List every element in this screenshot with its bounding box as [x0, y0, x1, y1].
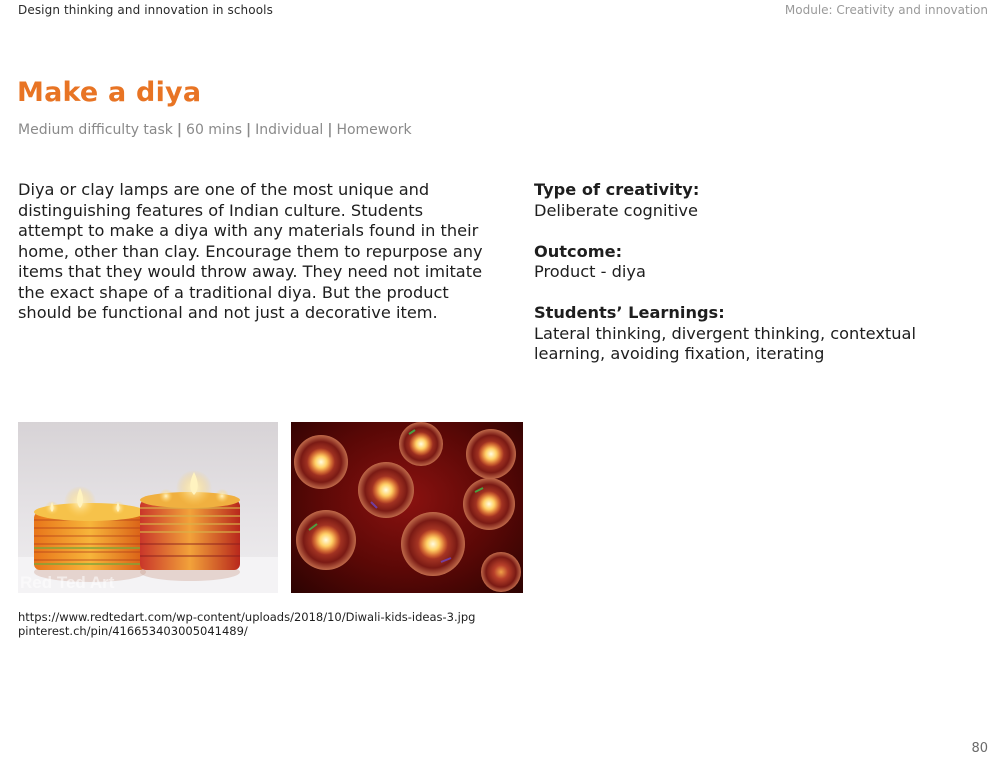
creativity-value: Deliberate cognitive — [534, 200, 698, 220]
meta-separator: | — [176, 122, 183, 138]
task-title: Make a diya — [17, 77, 202, 108]
cd-diya-photo — [291, 422, 523, 593]
task-info — [534, 180, 984, 385]
credit-link[interactable]: pinterest.ch/pin/416653403005041489/ — [18, 624, 248, 638]
photo-watermark: Red Ted Art — [20, 573, 115, 592]
cd-diya-illustration — [291, 422, 523, 593]
module-title: Module: Creativity and innovation — [784, 3, 988, 17]
credit-link[interactable]: https://www.redtedart.com/wp-content/uploads/2018/10/Diwali-kids-ideas-3.jpg — [18, 610, 476, 624]
course-title: Design thinking and innovation in schools — [18, 3, 273, 17]
outcome-block — [534, 242, 984, 283]
learnings-value: Lateral thinking, divergent thinking, contextual learning, avoiding fixation, iterating — [534, 323, 916, 363]
creativity-block — [534, 180, 984, 221]
learnings-label: Students’ Learnings: — [534, 303, 725, 322]
task-meta — [18, 122, 412, 138]
grouping-label: Individual — [255, 122, 324, 138]
difficulty-label: Medium difficulty task — [18, 122, 173, 138]
duration-label: 60 mins — [186, 122, 242, 138]
meta-separator: | — [327, 122, 333, 138]
page-number: 80 — [971, 741, 988, 756]
outcome-label: Outcome: — [534, 241, 623, 261]
meta-separator: | — [246, 122, 252, 138]
setting-label: Homework — [336, 122, 412, 138]
image-credits — [18, 610, 475, 638]
task-description: Diya or clay lamps are one of the most unique and distinguishing features of Indian culture. Students attempt to make a diya with any materials found in their home, other than clay. Encourage them to repurpose any items that they would throw away. They need not imitate the exact shape of a traditional diya. But the product should be functional and not just a decorative item. — [18, 180, 483, 322]
bangle-diya-photo — [18, 422, 278, 593]
creativity-label: Type of creativity: — [534, 180, 700, 199]
bangle-diya-illustration — [18, 422, 278, 593]
outcome-value: Product - diya — [534, 262, 646, 281]
learnings-block — [534, 303, 984, 365]
